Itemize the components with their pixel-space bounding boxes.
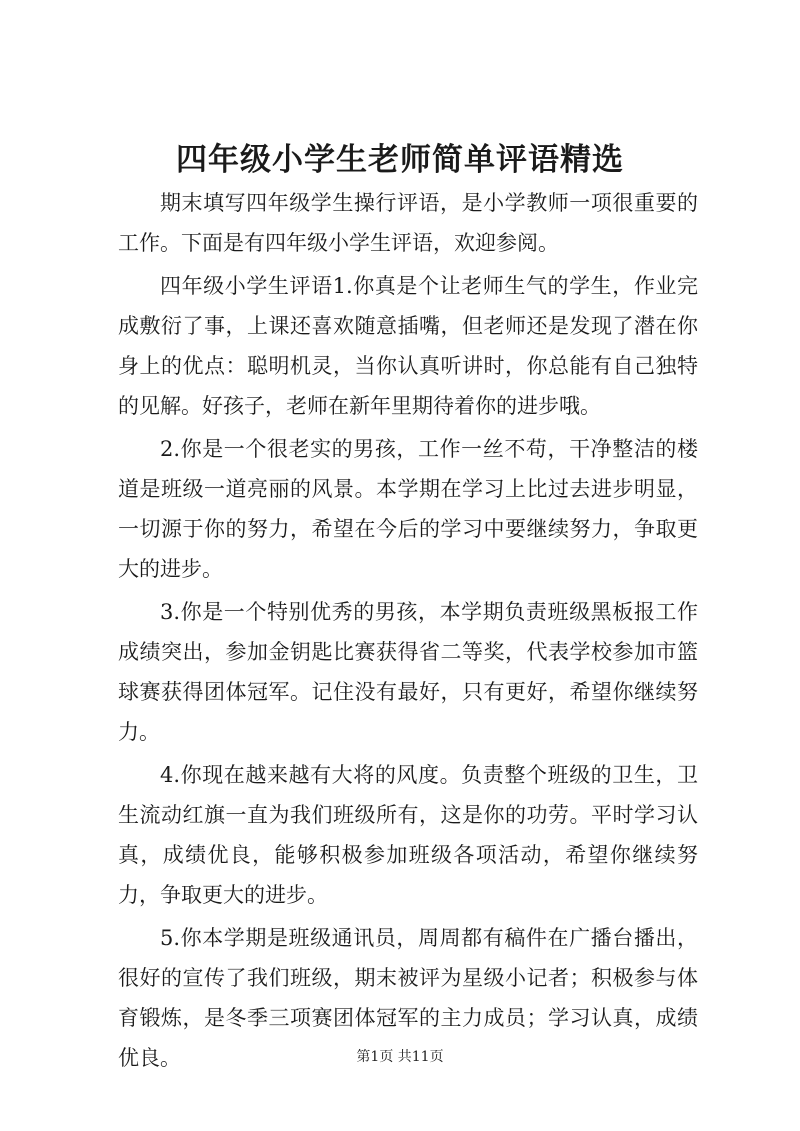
- page-number-footer: 第1页 共11页: [356, 1049, 444, 1065]
- paragraph-comment-3: 3.你是一个特别优秀的男孩，本学期负责班级黑板报工作成绩突出，参加金钥匙比赛获得省二等奖，代表学校参加市篮球赛获得团体冠军。记住没有最好，只有更好，希望你继续努力。: [118, 600, 698, 744]
- paragraph-intro: 期末填写四年级学生操行评语，是小学教师一项很重要的工作。下面是有四年级小学生评语，欢迎参阅。: [118, 191, 698, 255]
- document-title: 四年级小学生老师简单评语精选: [176, 142, 624, 178]
- paragraph-comment-5: 5.你本学期是班级通讯员，周周都有稿件在广播台播出，很好的宣传了我们班级，期末被评为星级小记者；积极参与体育锻炼，是冬季三项赛团体冠军的主力成员；学习认真，成绩优良。: [118, 926, 698, 1070]
- paragraph-comment-4: 4.你现在越来越有大将的风度。负责整个班级的卫生，卫生流动红旗一直为我们班级所有，这是你的功劳。平时学习认真，成绩优良，能够积极参加班级各项活动，希望你继续努力，争取更大的进步。: [118, 763, 698, 907]
- paragraph-comment-2: 2.你是一个很老实的男孩，工作一丝不苟，干净整洁的楼道是班级一道亮丽的风景。本学期在学习上比过去进步明显，一切源于你的努力，希望在今后的学习中要继续努力，争取更大的进步。: [118, 437, 698, 581]
- paragraph-comment-1: 四年级小学生评语1.你真是个让老师生气的学生，作业完成敷衍了事，上课还喜欢随意插嘴，但老师还是发现了潜在你身上的优点：聪明机灵，当你认真听讲时，你总能有自己独特的见解。好孩子，老师在新年里期待着你的进步哦。: [118, 274, 698, 418]
- document-body: [118, 183, 698, 1081]
